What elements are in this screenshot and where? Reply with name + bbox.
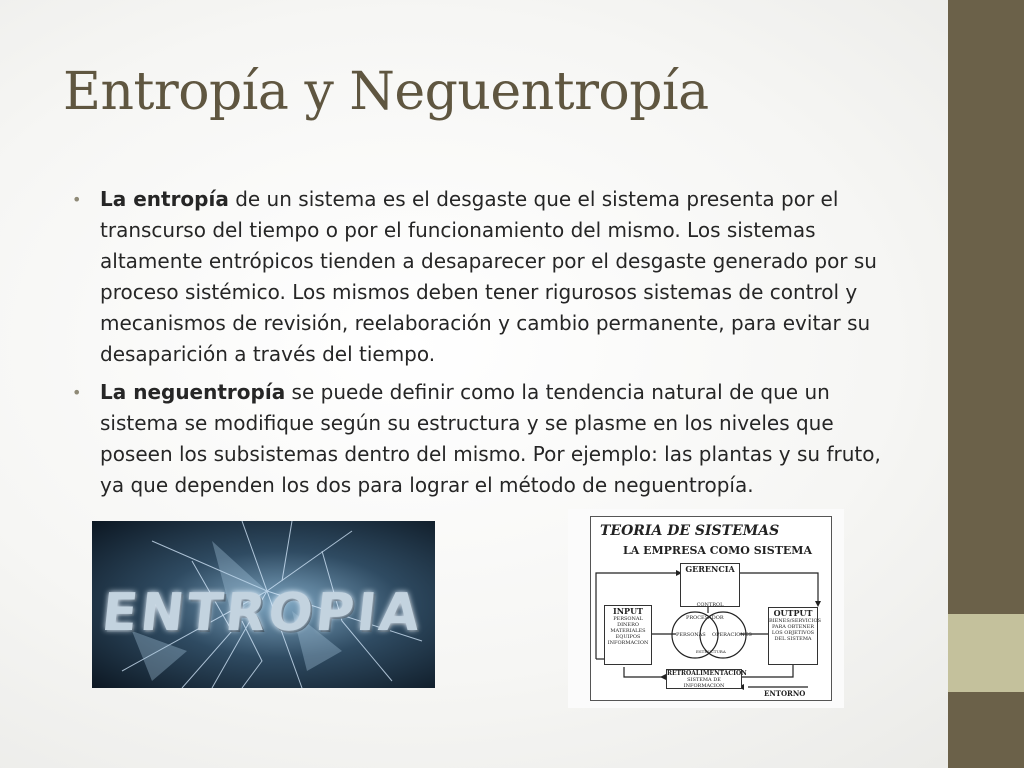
entorno-label: ENTORNO — [764, 689, 806, 698]
bullet-dot-icon: • — [72, 190, 82, 209]
bullet-list — [72, 184, 902, 508]
gerencia-label: GERENCIA — [685, 564, 735, 574]
bullet-text: se puede definir como la tendencia natural de que un sistema se modifique según su estructura y se plasme en los niveles que poseen los subsistemas dentro del mismo. Por ejemplo: las plantas y su fruto, ya que dependen los dos para lograr el método de neguentropía. — [100, 380, 881, 497]
entropia-image — [92, 521, 435, 688]
accent-bar-top — [948, 0, 1024, 614]
diagram-title: TEORIA DE SISTEMAS — [600, 523, 780, 539]
output-box — [768, 607, 822, 665]
input-items: PERSONAL DINERO MATERIALES EQUIPOS INFORMACION — [607, 616, 649, 646]
slide-title: Entropía y Neguentropía — [63, 62, 709, 122]
bullet-term: La neguentropía — [100, 380, 286, 404]
bullet-text: de un sistema es el desgaste que el sistema presenta por el transcurso del tiempo o por el funcionamiento del mismo. Los sistemas altamente entrópicos tienden a desaparecer por el desgaste generado por su proceso sistémico. Los mismos deben tener rigurosos sistemas de control y mecanismos de revisión, reelaboración y cambio permanente, para evitar su desaparición a través del tiempo. — [100, 187, 877, 366]
bullet-dot-icon: • — [72, 383, 82, 402]
retroalimentacion-label: RETROALIMENTACION — [667, 670, 747, 677]
procesador-label: PROCESADOR — [686, 615, 724, 621]
estructura-label: ESTRUCTURA — [696, 649, 726, 654]
output-items: BIENES/SERVICIOS PARA OBTENER LOS OBJETIVOS DEL SISTEMA — [769, 618, 822, 642]
sistema-informacion-label: SISTEMA DE INFORMACION — [683, 677, 725, 689]
accent-bar-bottom — [948, 692, 1024, 768]
personas-label: PERSONAS — [676, 632, 706, 638]
diagram-subtitle: LA EMPRESA COMO SISTEMA — [623, 544, 813, 557]
accent-bar-middle — [948, 614, 1024, 692]
input-box — [604, 605, 652, 665]
control-label: CONTROL — [696, 602, 724, 608]
input-label: INPUT — [613, 606, 643, 616]
output-label: OUTPUT — [773, 608, 813, 618]
gerencia-box — [680, 563, 740, 607]
entropia-word: ENTROPIA — [98, 583, 426, 643]
bullet-entropia — [72, 184, 902, 370]
sistemas-diagram-image — [568, 509, 844, 708]
bullet-neguentropia — [72, 377, 902, 501]
retroalimentacion-box — [666, 669, 747, 689]
operaciones-label: OPERACIONES — [712, 632, 752, 638]
bullet-term: La entropía — [100, 187, 229, 211]
